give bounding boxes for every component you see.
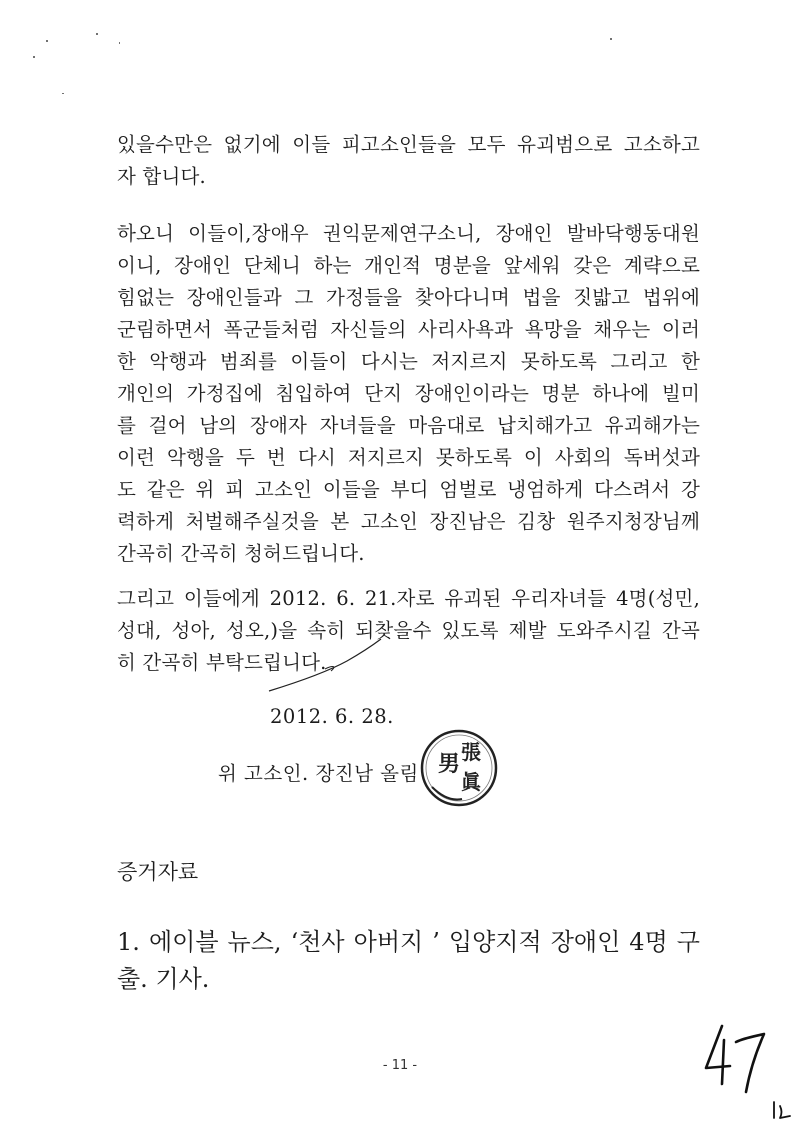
sender-line: 위 고소인. 장진남 올림 (218, 762, 419, 785)
evidence-item-1-line-2: 출. 기사. (117, 965, 210, 993)
paragraph-2-line-10: 력하게 처벌해주실것을 본 고소인 장진남은 김창 원주지청장님께 (117, 510, 700, 533)
page-number: - 11 - (382, 1058, 418, 1073)
scan-speck (119, 42, 120, 44)
paragraph-3-line-1: 그리고 이들에게 2012. 6. 21.자로 유괴된 우리자녀들 4명(성민, (117, 587, 700, 610)
signature-stroke (265, 635, 385, 695)
svg-text:張: 張 (461, 740, 481, 764)
paragraph-2-line-8: 이런 악행을 두 번 다시 저지르지 못하도록 이 사회의 독버섯과 (117, 446, 700, 469)
scan-speck (96, 33, 98, 35)
evidence-heading: 증거자료 (117, 860, 199, 884)
corner-handwritten-mark (770, 1098, 794, 1122)
paragraph-2-line-2: 이니, 장애인 단체니 하는 개인적 명분을 앞세워 갖은 계략으로 (117, 254, 700, 277)
paragraph-2-line-1: 하오니 이들이,장애우 권익문제연구소니, 장애인 발바닥행동대원 (117, 222, 700, 245)
paragraph-2-line-6: 개인의 가정집에 침입하여 단지 장애인이라는 명분 하나에 빌미 (117, 382, 700, 405)
scan-speck (46, 40, 48, 42)
seal-stamp (418, 727, 500, 809)
svg-text:眞: 眞 (461, 770, 481, 794)
handwritten-page-number (700, 1018, 770, 1098)
paragraph-2-line-9: 도 같은 위 피 고소인 이들을 부디 엄벌로 냉엄하게 다스려서 강 (117, 478, 700, 501)
document-date: 2012. 6. 28. (270, 705, 394, 728)
paragraph-2-line-4: 군림하면서 폭군들처럼 자신들의 사리사욕과 욕망을 채우는 이러 (117, 318, 700, 341)
paragraph-1-line-2: 자 합니다. (117, 165, 206, 188)
paragraph-2-line-11: 간곡히 간곡히 청허드립니다. (117, 542, 365, 565)
paragraph-1-line-1: 있을수만은 없기에 이들 피고소인들을 모두 유괴범으로 고소하고 (117, 133, 700, 156)
paragraph-2-line-3: 힘없는 장애인들과 그 가정들을 찾아다니며 법을 짓밟고 법위에 (117, 286, 700, 309)
scan-speck (33, 56, 35, 58)
paragraph-2-line-5: 한 악행과 범죄를 이들이 다시는 저지르지 못하도록 그리고 한 (117, 350, 700, 373)
svg-text:男: 男 (438, 751, 461, 777)
paragraph-3-line-3: 히 간곡히 부탁드립니다. (117, 651, 327, 674)
scan-speck (610, 38, 612, 40)
evidence-item-1-line-1: 1. 에이블 뉴스, ‘천사 아버지 ’ 입양지적 장애인 4명 구 (117, 928, 700, 956)
paragraph-2-line-7: 를 걸어 남의 장애자 자녀들을 마음대로 납치해가고 유괴해가는 (117, 414, 700, 437)
scan-speck (62, 93, 64, 94)
paragraph-3-line-2: 성대, 성아, 성오,)을 속히 되찾을수 있도록 제발 도와주시길 간곡 (117, 619, 700, 642)
